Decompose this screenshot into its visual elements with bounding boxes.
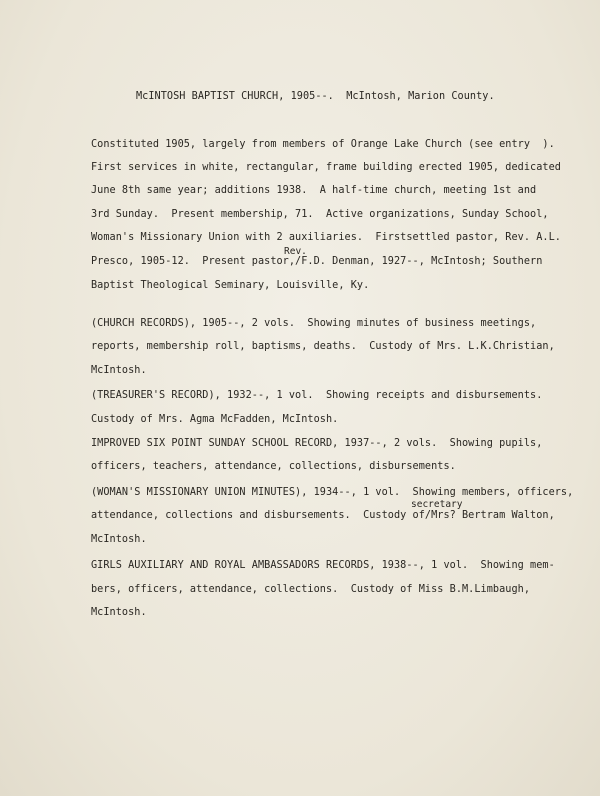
text-line: attendance, collections and disbursements. Custody of/Mrs? Bertram Walton, (91, 510, 555, 521)
text-line: (CHURCH RECORDS), 1905--, 2 vols. Showing minutes of business meetings, (91, 318, 537, 329)
text-line: 3rd Sunday. Present membership, 71. Active organizations, Sunday School, (91, 209, 549, 220)
interlinear-insert: Rev. (284, 246, 307, 257)
text-line: McIntosh. (91, 607, 147, 618)
text-line: Constituted 1905, largely from members of Orange Lake Church (see entry ). (91, 139, 555, 150)
text-line: (WOMAN'S MISSIONARY UNION MINUTES), 1934--, 1 vol. Showing members, officers, (91, 487, 574, 498)
text-line: officers, teachers, attendance, collections, disbursements. (91, 461, 456, 472)
text-line: IMPROVED SIX POINT SUNDAY SCHOOL RECORD, 1937--, 2 vols. Showing pupils, (91, 438, 543, 449)
text-line: (TREASURER'S RECORD), 1932--, 1 vol. Showing receipts and disbursements. (91, 390, 543, 401)
text-line: GIRLS AUXILIARY AND ROYAL AMBASSADORS RECORDS, 1938--, 1 vol. Showing mem- (91, 560, 555, 571)
text-line: Woman's Missionary Union with 2 auxiliaries. Firstsettled pastor, Rev. A.L. (91, 232, 561, 243)
text-line: First services in white, rectangular, frame building erected 1905, dedicated (91, 162, 561, 173)
text-line: bers, officers, attendance, collections. Custody of Miss B.M.Limbaugh, (91, 584, 531, 595)
text-line: June 8th same year; additions 1938. A half-time church, meeting 1st and (91, 185, 537, 196)
interlinear-insert: secretary (411, 499, 463, 510)
text-line: reports, membership roll, baptisms, deaths. Custody of Mrs. L.K.Christian, (91, 341, 555, 352)
text-line: McIntosh. (91, 365, 147, 376)
text-line: Presco, 1905-12. Present pastor,/F.D. Denman, 1927--, McIntosh; Southern (91, 256, 543, 267)
text-line: Custody of Mrs. Agma McFadden, McIntosh. (91, 414, 339, 425)
text-line: Baptist Theological Seminary, Louisville, Ky. (91, 280, 370, 291)
page-title: McINTOSH BAPTIST CHURCH, 1905--. McIntosh, Marion County. (136, 91, 495, 102)
text-line: McIntosh. (91, 534, 147, 545)
